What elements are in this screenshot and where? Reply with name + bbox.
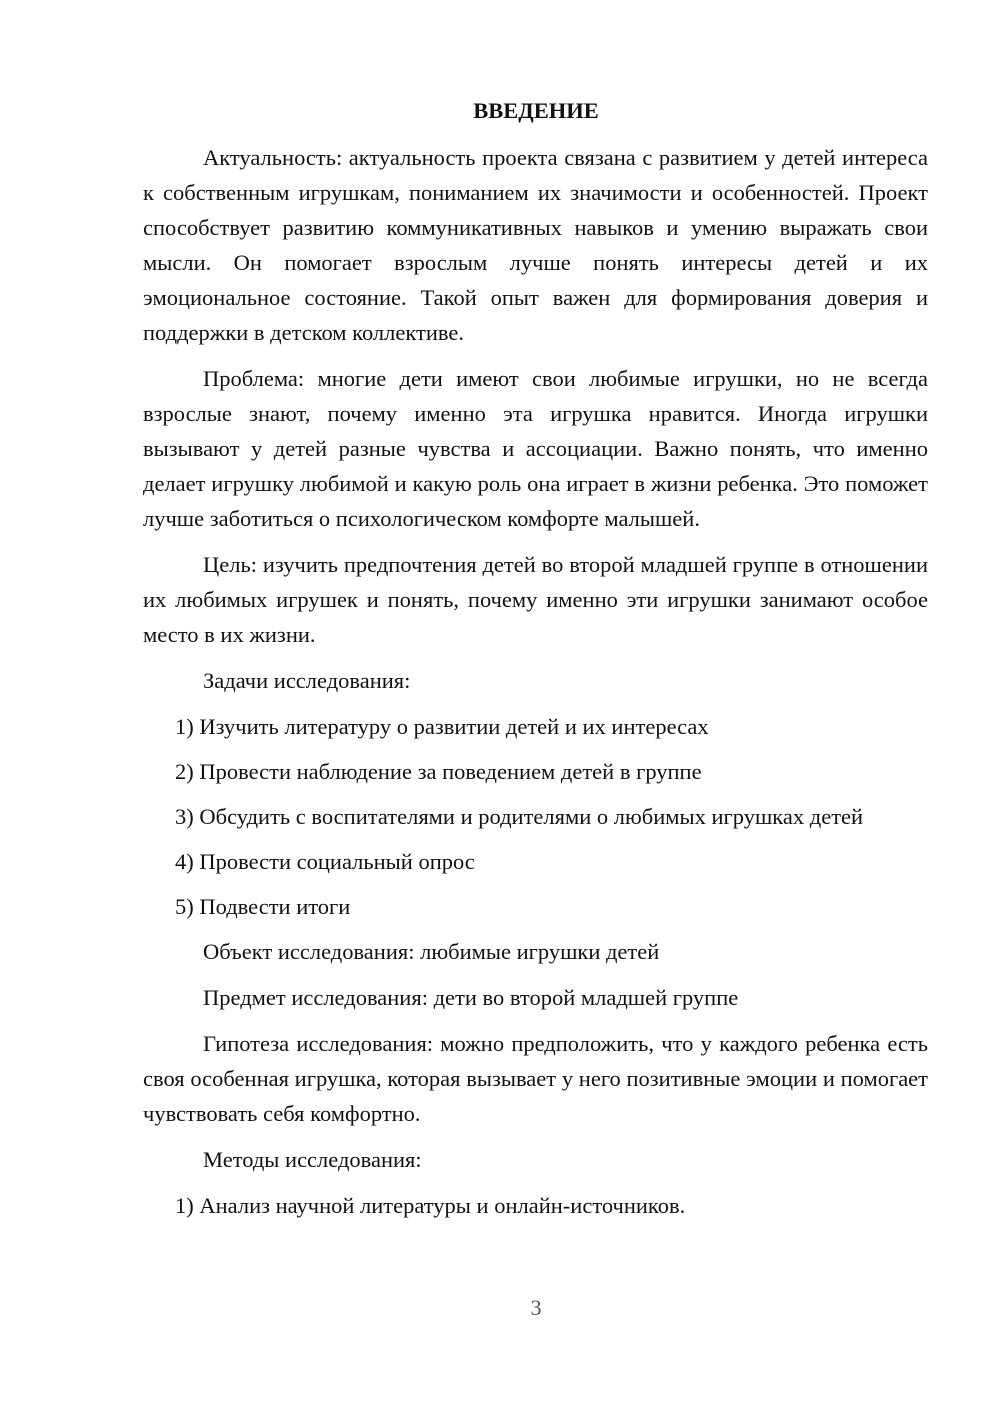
task-item: 4) Провести социальный опрос xyxy=(175,849,475,874)
page-title: ВВЕДЕНИЕ xyxy=(473,98,599,123)
page-number: 3 xyxy=(530,1295,542,1320)
research-object: Объект исследования: любимые игрушки детей xyxy=(203,939,660,964)
task-item: 1) Изучить литературу о развитии детей и их интересах xyxy=(175,714,709,739)
methods-heading: Методы исследования: xyxy=(203,1147,422,1172)
task-item: 5) Подвести итоги xyxy=(175,894,351,919)
hypothesis-paragraph: Гипотеза исследования: можно предположить, что у каждого ребенка есть своя особенная игрушка, которая вызывает у него позитивные эмоции и помогает чувствовать себя комфортно. xyxy=(143,1031,928,1126)
task-item: 2) Провести наблюдение за поведением детей в группе xyxy=(175,759,702,784)
research-subject: Предмет исследования: дети во второй младшей группе xyxy=(203,985,739,1010)
problem-paragraph: Проблема: многие дети имеют свои любимые игрушки, но не всегда взрослые знают, почему именно эта игрушка нравится. Иногда игрушки вызывают у детей разные чувства и ассоциации. Важно понять, что именно делает игрушку любимой и какую роль она играет в жизни ребенка. Это поможет лучше заботиться о психологическом комфорте малышей. xyxy=(143,366,928,531)
goal-paragraph: Цель: изучить предпочтения детей во второй младшей группе в отношении их любимых игрушек и понять, почему именно эти игрушки занимают особое место в их жизни. xyxy=(143,552,928,647)
task-item: 3) Обсудить с воспитателями и родителями о любимых игрушках детей xyxy=(175,804,864,829)
relevance-paragraph: Актуальность: актуальность проекта связана с развитием у детей интереса к собственным игрушкам, пониманием их значимости и особенностей. Проект способствует развитию коммуникативных навыков и умению выражать свои мысли. Он помогает взрослым лучше понять интересы детей и их эмоциональное состояние. Такой опыт важен для формирования доверия и поддержки в детском коллективе. xyxy=(143,145,928,345)
tasks-heading: Задачи исследования: xyxy=(203,668,411,693)
document-body xyxy=(143,140,928,1233)
method-item: 1) Анализ научной литературы и онлайн-источников. xyxy=(175,1193,686,1218)
